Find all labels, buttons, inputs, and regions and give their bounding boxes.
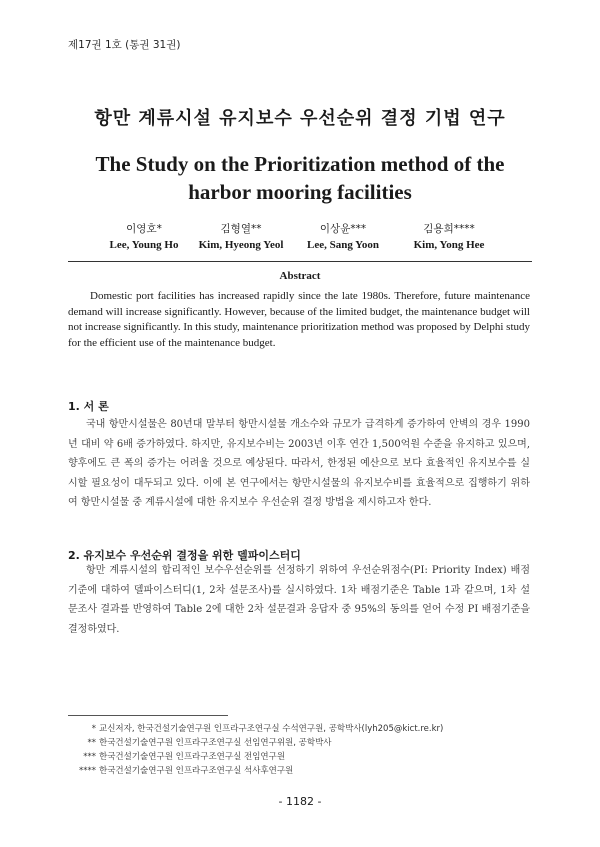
footnote-2-text: 한국건설기술연구원 인프라구조연구실 선임연구위원, 공학박사: [99, 738, 332, 748]
footnote-4-mark: ****: [79, 766, 96, 776]
author-2-english-name: Kim, Hyeong Yeol: [198, 239, 284, 251]
author-3-english-name: Lee, Sang Yoon: [306, 239, 380, 251]
title-korean: 항만 계류시설 유지보수 우선순위 결정 기법 연구: [94, 108, 506, 129]
section-2-heading: 2. 유지보수 우선순위 결정을 위한 델파이스터디: [68, 549, 301, 562]
footnote-2: [68, 736, 443, 750]
footnote-3-text: 한국건설기술연구원 인프라구조연구실 전임연구원: [99, 752, 286, 762]
footnote-3-mark: ***: [83, 752, 96, 762]
journal-issue: 제17권 1호 (통권 31권): [68, 39, 181, 51]
section-1-body: 국내 항만시설물은 80년대 말부터 항만시설물 개소수와 규모가 급격하게 증가하여 안벽의 경우 1990년 대비 약 6배 증가하였다. 하지만, 유지보수비는 2003년 이후 연간 1,500억원 수준을 유지하고 있으며, 향후에도 큰 폭의 증가는 어려울 것으로 예상된다. 따라서, 한정된 예산으로 보다 효율적인 유지보수를 실시할 필요성이 대두되고 있다. 이에 본 연구에서는 항만시설물의 유지보수비를 효율적으로 집행하기 위하여 항만시설물 중 계류시설에 대한 유지보수 우선순위 결정 방법을 제시하고자 한다.: [68, 419, 530, 509]
footnote-4-text: 한국건설기술연구원 인프라구조연구실 석사후연구원: [99, 766, 294, 776]
title-english: The Study on the Prioritization method of the harbor mooring facilities: [95, 152, 505, 204]
author-3: [288, 221, 398, 253]
author-1: [89, 221, 199, 253]
footnote-1: [68, 722, 443, 736]
author-2: [186, 221, 296, 253]
abstract-heading: Abstract: [279, 270, 321, 282]
author-4-english-name: Kim, Yong Hee: [413, 239, 485, 251]
footnote-3: [68, 750, 443, 764]
author-4: [394, 221, 504, 253]
header-divider: [68, 261, 532, 262]
footnote-1-text: 교신저자, 한국건설기술연구원 인프라구조연구실 수석연구원, 공학박사(lyh205@kict.re.kr): [99, 724, 444, 734]
author-1-korean-name: 이영호*: [126, 223, 162, 235]
footnote-divider: [68, 715, 228, 716]
author-2-korean-name: 김형열**: [220, 223, 262, 235]
footnote-1-mark: *: [91, 724, 96, 734]
author-1-english-name: Lee, Young Ho: [109, 239, 179, 251]
author-3-korean-name: 이상윤***: [319, 223, 367, 235]
section-2-body: 항만 계류시설의 합리적인 보수우선순위를 선정하기 위하여 우선순위점수(PI: Priority Index) 배점 기준에 대하여 델파이스터디(1, 2차 설문조사)를 실시하였다. 1차 배점기준은 Table 1과 같으며, 1차 설문조사 결과를 반영하여 Table 2에 대한 2차 설문결과 응답자 중 95%의 동의를 얻어 수정 PI 배점기준을 결정하였다.: [68, 565, 530, 635]
footnote-2-mark: **: [87, 738, 96, 748]
abstract-text: Domestic port facilities has increased rapidly since the late 1980s. Therefore, future maintenance demand will increase significantly. However, because of the limited budget, the maintenance budget will not increase significantly. In this study, maintenance prioritization method was proposed by Delphi study for the efficient use of the maintenance budget.: [68, 290, 530, 349]
section-1-heading: 1. 서 론: [68, 400, 109, 413]
footnote-4: [68, 764, 443, 778]
footnote-list: [68, 722, 443, 778]
author-4-korean-name: 김용희****: [423, 223, 475, 235]
page-number: - 1182 -: [278, 795, 322, 808]
